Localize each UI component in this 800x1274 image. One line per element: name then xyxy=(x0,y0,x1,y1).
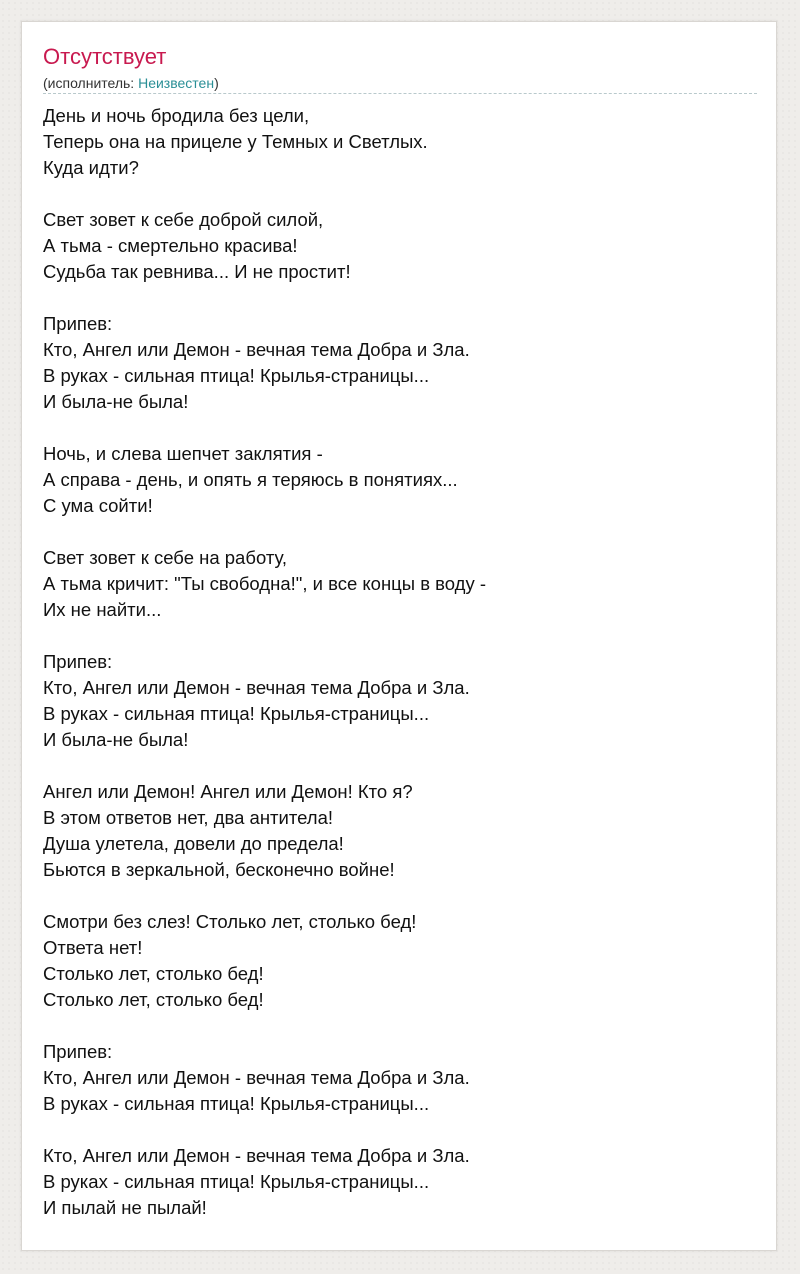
lyric-line: А тьма кричит: "Ты свободна!", и все концы в воду - xyxy=(43,573,487,594)
lyric-line: И была-не была! xyxy=(43,391,189,412)
lyric-line: Припев: xyxy=(43,651,113,672)
lyric-line: Их не найти... xyxy=(43,599,162,620)
lyrics-text xyxy=(43,103,757,1221)
lyrics-stanza xyxy=(43,1039,757,1117)
lyric-line: В руках - сильная птица! Крылья-страницы... xyxy=(43,1093,430,1114)
lyric-line: Свет зовет к себе доброй силой, xyxy=(43,209,324,230)
lyric-line: В руках - сильная птица! Крылья-страницы... xyxy=(43,1171,430,1192)
song-title: Отсутствует xyxy=(43,44,167,69)
lyric-line: В руках - сильная птица! Крылья-страницы... xyxy=(43,703,430,724)
lyric-line: Судьба так ревнива... И не простит! xyxy=(43,261,351,282)
lyric-line: В этом ответов нет, два антитела! xyxy=(43,807,334,828)
lyric-line: Куда идти? xyxy=(43,157,139,178)
lyric-line: Ангел или Демон! Ангел или Демон! Кто я? xyxy=(43,781,413,802)
lyric-line: А тьма - смертельно красива! xyxy=(43,235,298,256)
artist-prefix: (исполнитель: xyxy=(43,75,139,91)
lyric-line: Теперь она на прицеле у Темных и Светлых. xyxy=(43,131,428,152)
lyric-line: Припев: xyxy=(43,313,113,334)
lyric-line: Столько лет, столько бед! xyxy=(43,989,264,1010)
lyrics-stanza xyxy=(43,103,757,181)
lyrics-stanza xyxy=(43,311,757,415)
lyrics-stanza xyxy=(43,649,757,753)
lyrics-stanza xyxy=(43,779,757,883)
lyric-line: Душа улетела, довели до предела! xyxy=(43,833,344,854)
lyric-line: Ответа нет! xyxy=(43,937,143,958)
lyric-line: Свет зовет к себе на работу, xyxy=(43,547,288,568)
artist-line xyxy=(43,73,219,93)
lyrics-stanza xyxy=(43,441,757,519)
lyric-line: А справа - день, и опять я теряюсь в понятиях... xyxy=(43,469,458,490)
lyrics-stanza xyxy=(43,207,757,285)
lyrics-stanza xyxy=(43,909,757,1013)
lyric-line: День и ночь бродила без цели, xyxy=(43,105,310,126)
lyric-line: Столько лет, столько бед! xyxy=(43,963,264,984)
title-divider xyxy=(43,93,757,94)
lyrics-card xyxy=(21,21,777,1251)
lyric-line: Смотри без слез! Столько лет, столько бед! xyxy=(43,911,417,932)
lyric-line: Кто, Ангел или Демон - вечная тема Добра и Зла. xyxy=(43,339,470,360)
artist-suffix: ) xyxy=(214,75,219,91)
lyrics-stanza xyxy=(43,1143,757,1221)
lyric-line: Бьются в зеркальной, бесконечно войне! xyxy=(43,859,395,880)
lyric-line: В руках - сильная птица! Крылья-страницы... xyxy=(43,365,430,386)
lyric-line: Припев: xyxy=(43,1041,113,1062)
lyric-line: Ночь, и слева шепчет заклятия - xyxy=(43,443,323,464)
lyrics-stanza xyxy=(43,545,757,623)
artist-link[interactable]: Неизвестен xyxy=(138,75,215,91)
lyric-line: И была-не была! xyxy=(43,729,189,750)
lyric-line: С ума сойти! xyxy=(43,495,153,516)
lyric-line: И пылай не пылай! xyxy=(43,1197,207,1218)
lyric-line: Кто, Ангел или Демон - вечная тема Добра и Зла. xyxy=(43,1067,470,1088)
lyric-line: Кто, Ангел или Демон - вечная тема Добра и Зла. xyxy=(43,1145,470,1166)
lyric-line: Кто, Ангел или Демон - вечная тема Добра и Зла. xyxy=(43,677,470,698)
